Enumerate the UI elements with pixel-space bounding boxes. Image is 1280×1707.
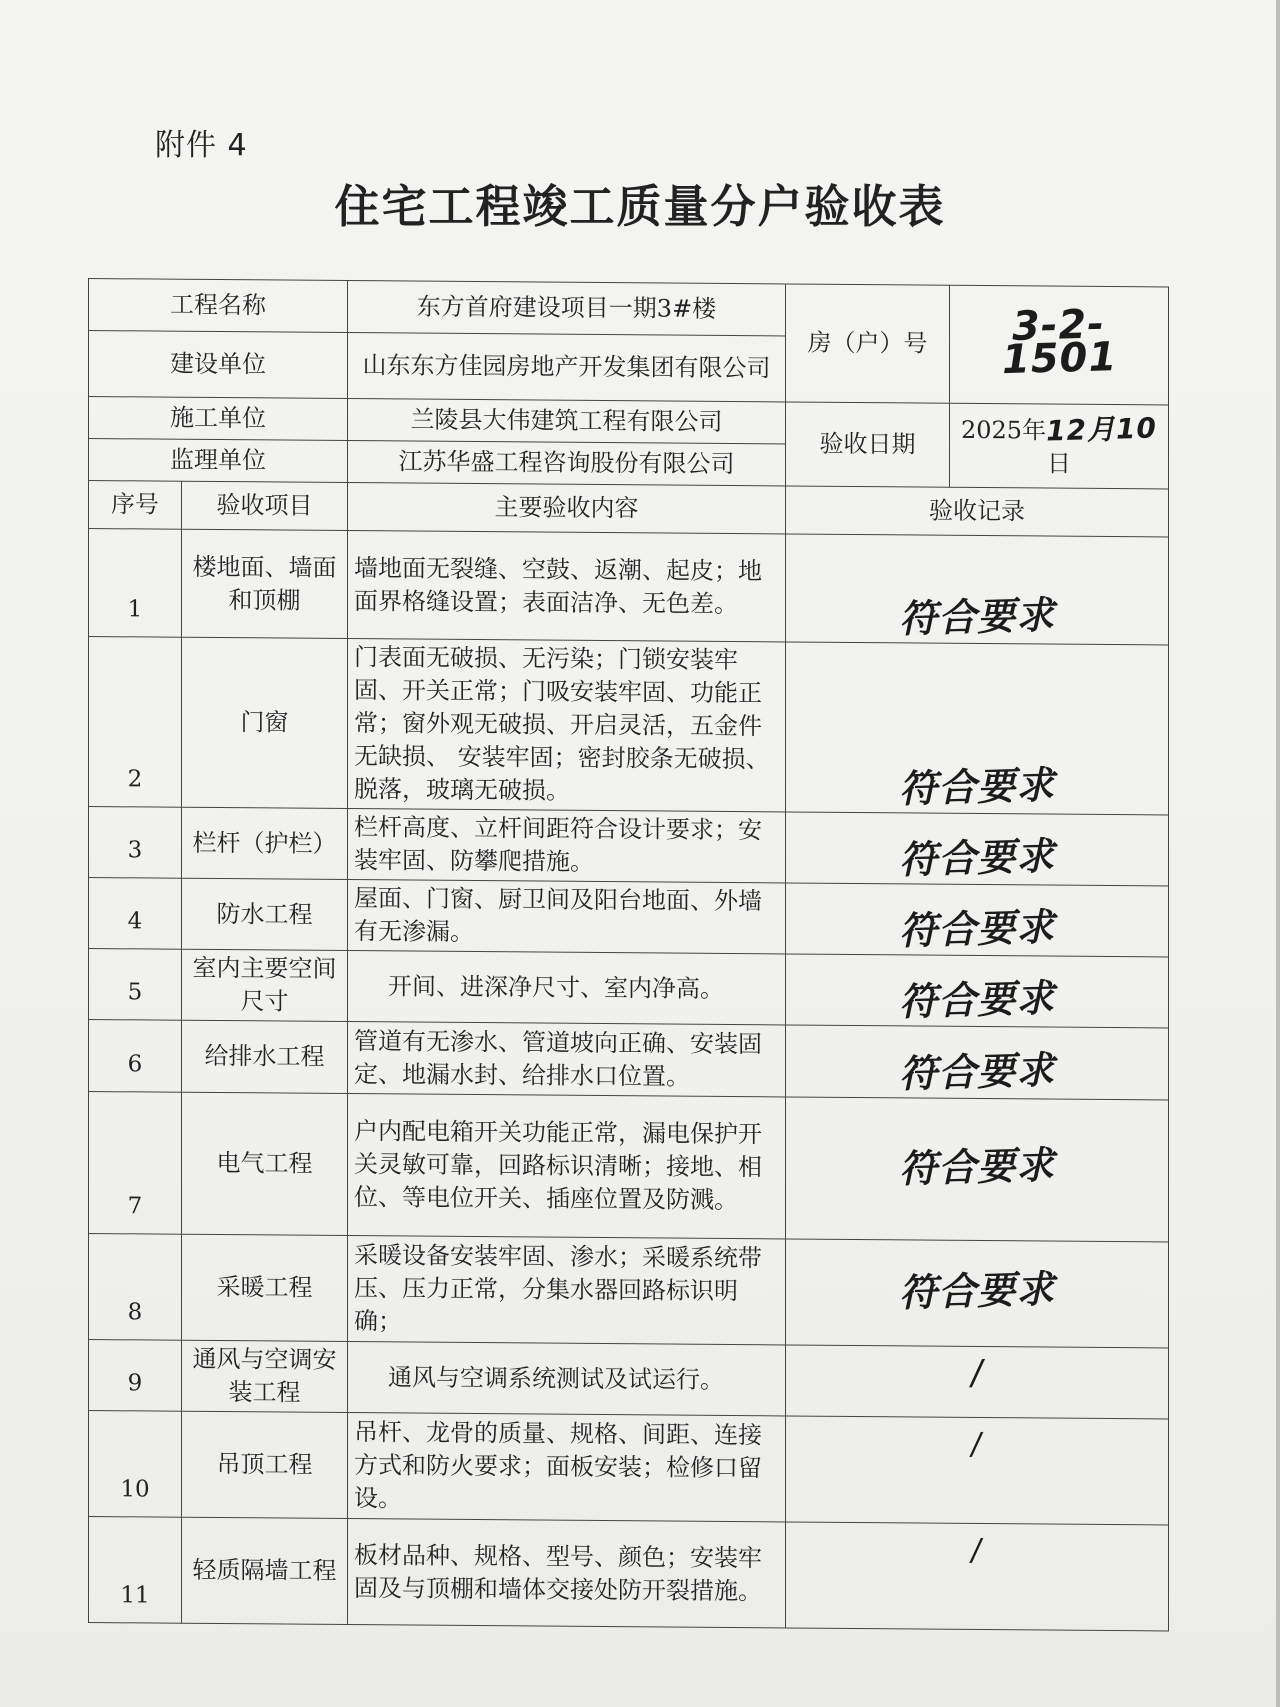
attachment-label: 附件 4 [155,128,248,163]
acceptance-table [88,278,1169,1631]
date-year: 2025年 [960,415,1047,445]
table-row [89,529,1169,645]
row-item: 给排水工程 [182,1020,348,1093]
row-item: 通风与空调安装工程 [182,1340,348,1412]
row-index: 11 [89,1517,182,1624]
record-handwritten: 符合要求 [898,833,1056,883]
row-record [786,534,1169,645]
row-content: 户内配电箱开关功能正常，漏电保护开关灵敏可靠，回路标识清晰；接地、相位、等电位开关、插座位置及防溅。 [348,1094,786,1239]
record-slash: / [970,1352,984,1394]
table-row [89,1411,1169,1525]
table-row [89,1020,1169,1100]
row-record [786,1522,1169,1631]
row-index: 6 [89,1020,182,1093]
row-item: 轻质隔墙工程 [182,1517,348,1624]
row-item: 吊顶工程 [182,1411,348,1518]
date-handwritten: 12月10 [1045,410,1158,447]
table-row [89,1517,1169,1631]
row-record [786,642,1169,815]
col-index-header: 序号 [89,481,182,530]
row-record [786,1345,1169,1419]
contractor-value: 兰陵县大伟建筑工程有限公司 [348,399,786,444]
row-item: 室内主要空间尺寸 [182,949,348,1021]
row-content: 开间、进深净尺寸、室内净高。 [348,951,786,1025]
table-row [89,1092,1169,1242]
date-label: 验收日期 [786,402,950,487]
row-index: 8 [89,1234,182,1341]
table-row [89,1234,1169,1348]
table-row [89,1340,1169,1419]
row-content: 栏杆高度、立杆间距符合设计要求；安装牢固、防攀爬措施。 [348,809,786,883]
row-record [786,954,1169,1028]
row-index: 4 [89,878,182,950]
row-index: 10 [89,1411,182,1518]
row-item: 栏杆（护栏） [182,807,348,879]
acceptance-form [88,278,1168,1634]
record-handwritten: 符合要求 [898,904,1056,954]
supervisor-value: 江苏华盛工程咨询股份有限公司 [348,441,786,486]
house-no-handwritten: 3-2-1501 [1001,301,1118,384]
row-item: 门窗 [182,637,348,808]
record-handwritten: 符合要求 [898,592,1056,642]
table-row [89,807,1169,886]
row-record [786,1239,1169,1348]
row-record [786,1025,1169,1100]
contractor-label: 施工单位 [89,397,348,441]
record-slash: / [970,1532,984,1569]
record-handwritten: 符合要求 [898,975,1056,1025]
header-row-project [89,279,1169,339]
row-content: 屋面、门窗、厨卫间及阳台地面、外墙有无渗漏。 [348,880,786,954]
row-item: 电气工程 [182,1092,348,1235]
record-handwritten: 符合要求 [898,762,1056,812]
row-content: 板材品种、规格、型号、颜色；安装牢固及与顶棚和墙体交接处防开裂措施。 [348,1519,786,1628]
row-content: 管道有无渗水、管道坡向正确、安装固定、地漏水封、给排水口位置。 [348,1022,786,1097]
column-header-row [89,481,1169,537]
col-item-header: 验收项目 [182,481,348,530]
row-record [786,1416,1169,1525]
paper-edge [1276,0,1280,1707]
project-name-label: 工程名称 [89,279,348,333]
row-index: 1 [89,529,182,638]
supervisor-label: 监理单位 [89,439,348,483]
record-handwritten: 符合要求 [898,1266,1056,1315]
house-no-cell [950,285,1169,405]
row-content: 通风与空调系统测试及试运行。 [348,1342,786,1416]
record-handwritten: 符合要求 [898,1047,1056,1097]
date-day: 日 [1047,449,1071,478]
row-index: 7 [89,1092,182,1235]
row-record [786,812,1169,886]
row-item: 楼地面、墙面和顶棚 [182,529,348,638]
builder-value: 山东东方佳园房地产开发集团有限公司 [348,333,786,402]
table-row [89,637,1169,815]
row-content: 采暖设备安装牢固、渗水；采暖系统带压、压力正常，分集水器回路标识明确； [348,1236,786,1345]
row-record [786,883,1169,957]
record-slash: / [970,1426,984,1463]
col-content-header: 主要验收内容 [348,483,786,534]
house-no-label: 房（户）号 [786,284,950,403]
row-content: 墙地面无裂缝、空鼓、返潮、起皮；地面界格缝设置；表面洁净、无色差。 [348,531,786,642]
document-title: 住宅工程竣工质量分户验收表 [334,180,946,233]
date-cell [950,403,1169,489]
record-handwritten: 符合要求 [898,1142,1056,1191]
row-record [786,1097,1169,1242]
row-index: 5 [89,949,182,1021]
row-content: 门表面无破损、无污染；门锁安装牢固、开关正常；门吸安装牢固、功能正常；窗外观无破损、开启灵活，五金件无缺损、 安装牢固；密封胶条无破损、脱落，玻璃无破损。 [348,639,786,812]
col-record-header: 验收记录 [786,486,1169,537]
row-content: 吊杆、龙骨的质量、规格、间距、连接方式和防火要求；面板安装；检修口留设。 [348,1413,786,1522]
table-row [89,949,1169,1028]
row-item: 防水工程 [182,878,348,950]
project-name-value: 东方首府建设项目一期3#楼 [348,281,786,336]
table-row [89,878,1169,957]
row-index: 9 [89,1340,182,1412]
row-item: 采暖工程 [182,1234,348,1341]
row-index: 2 [89,637,182,808]
row-index: 3 [89,807,182,879]
builder-label: 建设单位 [89,331,348,399]
